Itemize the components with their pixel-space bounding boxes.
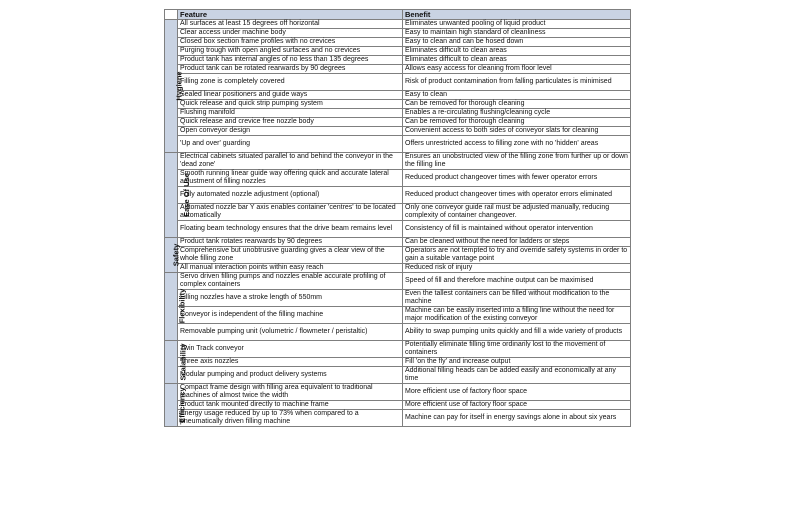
benefit-cell: Consistency of fill is maintained without operator intervention <box>403 221 631 238</box>
table-row <box>165 100 631 109</box>
benefit-cell: Reduced risk of injury <box>403 264 631 273</box>
feature-cell: Product tank rotates rearwards by 90 degrees <box>178 238 403 247</box>
category-cell <box>165 384 187 427</box>
benefit-cell: Enables a re-circulating flushing/cleaning cycle <box>403 109 631 118</box>
table-row <box>165 341 631 358</box>
category-label: Flexibility <box>177 288 187 324</box>
category-cell <box>165 238 181 273</box>
benefit-cell: Eliminates difficult to clean areas <box>403 47 631 56</box>
feature-cell: All surfaces at least 15 degrees off horizontal <box>178 20 403 29</box>
benefit-cell: Machine can be easily inserted into a filling line without the need for major modification of the existing conveyor <box>403 307 631 324</box>
benefit-cell: Eliminates difficult to clean areas <box>403 56 631 65</box>
feature-cell: Three axis nozzles <box>178 358 403 367</box>
benefit-cell: Reduced product changeover times with operator errors eliminated <box>403 187 631 204</box>
table-row <box>165 367 631 384</box>
category-cell <box>165 20 184 153</box>
category-cell <box>165 341 188 384</box>
benefit-cell: Fill 'on the fly' and increase output <box>403 358 631 367</box>
benefit-cell: Reduced product changeover times with fewer operator errors <box>403 170 631 187</box>
benefit-column-header: Benefit <box>403 10 631 20</box>
benefit-cell: Operators are not tempted to try and override safety systems in order to gain a suitable vantage point <box>403 247 631 264</box>
category-label: Ease Of Use <box>181 172 191 217</box>
category-cell <box>165 153 191 238</box>
feature-benefit-table <box>164 9 631 427</box>
table-row <box>165 38 631 47</box>
benefit-cell: Ability to swap pumping units quickly and fill a wide variety of products <box>403 324 631 341</box>
benefit-cell: Eliminates unwanted pooling of liquid product <box>403 20 631 29</box>
feature-cell: Purging trough with open angled surfaces and no crevices <box>178 47 403 56</box>
benefit-cell: Additional filling heads can be added easily and economically at any time <box>403 367 631 384</box>
benefit-cell: Machine can pay for itself in energy savings alone in about six years <box>403 410 631 427</box>
table-row <box>165 109 631 118</box>
benefit-cell: Even the tallest containers can be filled without modification to the machine <box>403 290 631 307</box>
feature-cell: Compact frame design with filling area equivalent to traditional machines of almost twice the width <box>178 384 403 401</box>
benefit-cell: Easy to clean <box>403 91 631 100</box>
table-row <box>165 74 631 91</box>
benefit-cell: Only one conveyor guide rail must be adjusted manually, reducing complexity of container changeover. <box>403 204 631 221</box>
benefit-cell: Risk of product contamination from falling particulates is minimised <box>403 74 631 91</box>
feature-cell: Filling nozzles have a stroke length of 550mm <box>178 290 403 307</box>
table-row <box>165 401 631 410</box>
table-row <box>165 29 631 38</box>
feature-cell: Product tank has internal angles of no less than 135 degrees <box>178 56 403 65</box>
benefit-cell: Convenient access to both sides of conveyor slats for cleaning <box>403 127 631 136</box>
table-body <box>165 20 631 427</box>
table-row <box>165 247 631 264</box>
header-row <box>165 10 631 20</box>
table-row <box>165 204 631 221</box>
feature-cell: Clear access under machine body <box>178 29 403 38</box>
table-row <box>165 65 631 74</box>
benefit-cell: Can be cleaned without the need for ladders or steps <box>403 238 631 247</box>
feature-cell: Automated nozzle bar Y axis enables container 'centres' to be located automatically <box>178 204 403 221</box>
table-row <box>165 324 631 341</box>
feature-cell: Fully automated nozzle adjustment (optional) <box>178 187 403 204</box>
table-row <box>165 358 631 367</box>
feature-cell: Servo driven filling pumps and nozzles enable accurate profiling of complex containers <box>178 273 403 290</box>
table-row <box>165 56 631 65</box>
benefit-cell: Potentially eliminate filling time ordinarily lost to the movement of containers <box>403 341 631 358</box>
feature-cell: Twin Track conveyor <box>178 341 403 358</box>
feature-cell: Energy usage reduced by up to 73% when compared to a pneumatically driven filling machine <box>178 410 403 427</box>
feature-cell: Quick release and quick strip pumping system <box>178 100 403 109</box>
benefit-cell: Can be removed for thorough cleaning <box>403 100 631 109</box>
category-label: Safety <box>171 243 181 266</box>
feature-cell: All manual interaction points within easy reach <box>178 264 403 273</box>
table-row <box>165 170 631 187</box>
category-label: Hygiene <box>174 70 184 101</box>
feature-cell: Quick release and crevice free nozzle body <box>178 118 403 127</box>
category-cell <box>165 273 187 341</box>
table-row <box>165 221 631 238</box>
benefit-cell: Ensures an unobstructed view of the filling zone from further up or down the filling line <box>403 153 631 170</box>
feature-cell: Filling zone is completely covered <box>178 74 403 91</box>
table-row <box>165 20 631 29</box>
table-row <box>165 290 631 307</box>
feature-cell: Closed box section frame profiles with no crevices <box>178 38 403 47</box>
table-row <box>165 264 631 273</box>
benefit-cell: Speed of fill and therefore machine output can be maximised <box>403 273 631 290</box>
feature-cell: Comprehensive but unobtrusive guarding gives a clear view of the whole filling zone <box>178 247 403 264</box>
feature-cell: Modular pumping and product delivery systems <box>178 367 403 384</box>
benefit-cell: Can be removed for thorough cleaning <box>403 118 631 127</box>
benefit-cell: Easy to maintain high standard of cleanliness <box>403 29 631 38</box>
feature-cell: Electrical cabinets situated parallel to and behind the conveyor in the 'dead zone' <box>178 153 403 170</box>
feature-cell: 'Up and over' guarding <box>178 136 403 153</box>
table-row <box>165 136 631 153</box>
feature-cell: Removable pumping unit (volumetric / flowmeter / peristaltic) <box>178 324 403 341</box>
feature-cell: Open conveyor design <box>178 127 403 136</box>
benefit-cell: Offers unrestricted access to filling zone with no 'hidden' areas <box>403 136 631 153</box>
benefit-cell: Allows easy access for cleaning from floor level <box>403 65 631 74</box>
feature-benefit-document <box>164 9 630 427</box>
category-label: Scalability <box>178 342 188 381</box>
category-label: Efficiency <box>177 386 187 423</box>
feature-cell: Flushing manifold <box>178 109 403 118</box>
feature-cell: Smooth running linear guide way offering quick and accurate lateral adjustment of filling nozzles <box>178 170 403 187</box>
table-row <box>165 118 631 127</box>
feature-cell: Product tank can be rotated rearwards by 90 degrees <box>178 65 403 74</box>
table-row <box>165 91 631 100</box>
feature-column-header: Feature <box>178 10 403 20</box>
table-row <box>165 384 631 401</box>
table-row <box>165 410 631 427</box>
feature-cell: Floating beam technology ensures that the drive beam remains level <box>178 221 403 238</box>
benefit-cell: More efficient use of factory floor space <box>403 401 631 410</box>
feature-cell: Product tank mounted directly to machine frame <box>178 401 403 410</box>
benefit-cell: Easy to clean and can be hosed down <box>403 38 631 47</box>
table-row <box>165 187 631 204</box>
table-row <box>165 307 631 324</box>
feature-cell: Conveyor is independent of the filling machine <box>178 307 403 324</box>
table-row <box>165 127 631 136</box>
benefit-cell: More efficient use of factory floor space <box>403 384 631 401</box>
table-row <box>165 153 631 170</box>
header-corner <box>165 10 178 20</box>
table-row <box>165 47 631 56</box>
table-row <box>165 273 631 290</box>
feature-cell: Sealed linear positioners and guide ways <box>178 91 403 100</box>
table-row <box>165 238 631 247</box>
